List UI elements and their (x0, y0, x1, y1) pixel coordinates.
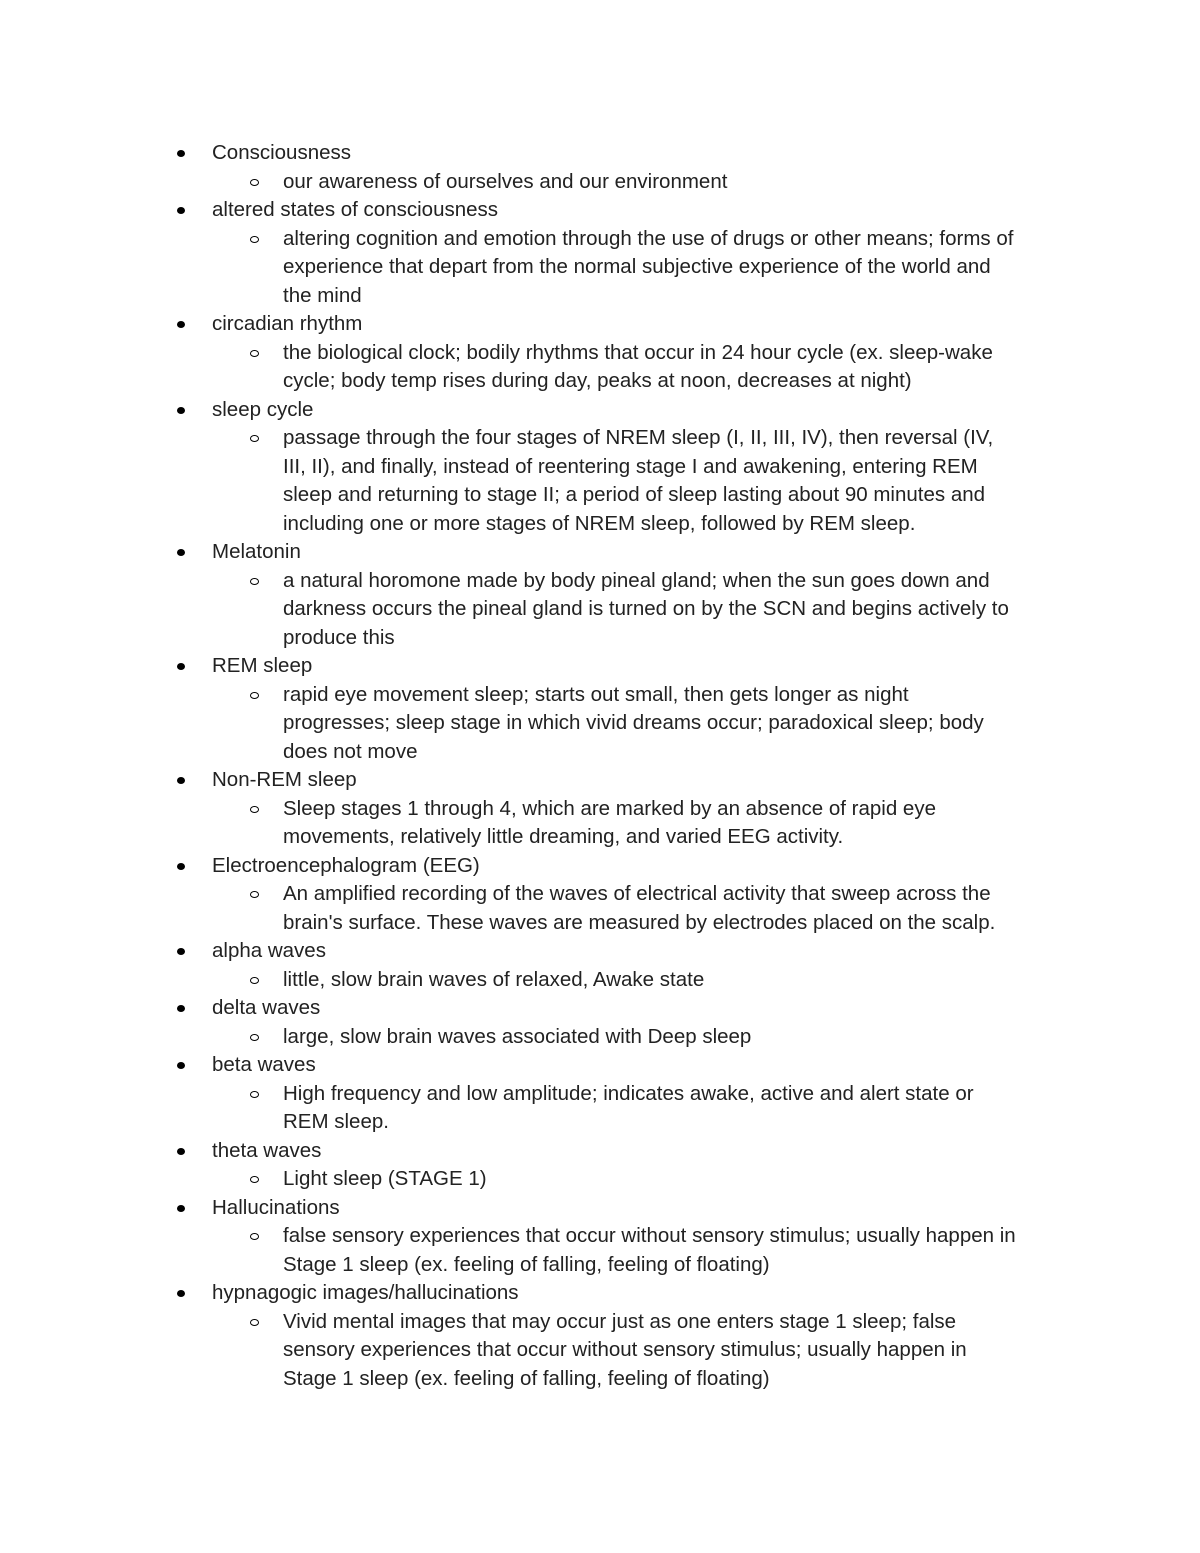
definition-list (0, 966, 1200, 995)
definition-line: our awareness of ourselves and our environment (283, 169, 728, 193)
term-row (0, 1194, 1200, 1223)
term-row (0, 139, 1200, 168)
hollow-bullet-icon (250, 179, 259, 186)
definition-line: cycle; body temp rises during day, peaks at noon, decreases at night) (283, 369, 912, 392)
term-label: altered states of consciousness (212, 198, 499, 221)
definition-line: Sleep stages 1 through 4, which are marked by an absence of rapid eye (283, 796, 936, 820)
definition-text (283, 168, 1060, 197)
term-row (0, 1051, 1200, 1080)
filled-bullet-icon (177, 1005, 185, 1012)
definition-line: REM sleep. (283, 1110, 389, 1133)
definition-list (0, 1308, 1200, 1394)
definition-text (283, 1023, 1060, 1052)
definition-list (0, 1080, 1200, 1137)
definition-text (283, 1222, 1060, 1279)
term-item (0, 396, 1200, 539)
hollow-bullet-icon (250, 435, 259, 442)
definition-item (0, 168, 1200, 197)
term-item (0, 852, 1200, 938)
definition-line: darkness occurs the pineal gland is turned on by the SCN and begins actively to (283, 597, 1009, 620)
definition-text (283, 1308, 1060, 1394)
definition-line: experience that depart from the normal subjective experience of the world and (283, 255, 991, 278)
definition-text (283, 424, 1060, 538)
definition-list (0, 339, 1200, 396)
hollow-bullet-icon (250, 1091, 259, 1098)
definition-line: sleep and returning to stage II; a period of sleep lasting about 90 minutes and (283, 483, 986, 506)
definition-item (0, 1023, 1200, 1052)
term-item (0, 538, 1200, 652)
term-row (0, 396, 1200, 425)
definition-item (0, 225, 1200, 311)
term-label: Consciousness (212, 141, 352, 164)
definition-item (0, 681, 1200, 767)
filled-bullet-icon (177, 549, 185, 556)
term-label: sleep cycle (212, 397, 314, 421)
filled-bullet-icon (177, 863, 185, 870)
filled-bullet-icon (177, 321, 185, 328)
definition-line: produce this (283, 625, 395, 649)
filled-bullet-icon (177, 407, 185, 414)
term-row (0, 994, 1200, 1023)
term-row (0, 310, 1200, 339)
definition-line: the biological clock; bodily rhythms that occur in 24 hour cycle (ex. sleep-wake (283, 340, 993, 364)
definition-text (283, 795, 1060, 852)
term-row (0, 196, 1200, 225)
hollow-bullet-icon (250, 1034, 259, 1041)
term-label: Melatonin (212, 540, 301, 563)
definition-line: little, slow brain waves of relaxed, Awake state (283, 967, 705, 991)
definition-list (0, 225, 1200, 311)
term-row (0, 937, 1200, 966)
definition-line: Vivid mental images that may occur just as one enters stage 1 sleep; false (283, 1309, 957, 1333)
definition-line: including one or more stages of NREM sleep, followed by REM sleep. (283, 511, 916, 535)
definition-line: a natural horomone made by body pineal gland; when the sun goes down and (283, 568, 990, 592)
term-label: hypnagogic images/hallucinations (212, 1281, 519, 1304)
term-item (0, 652, 1200, 766)
term-item (0, 1194, 1200, 1280)
definition-list (0, 1023, 1200, 1052)
notes-list (0, 139, 1200, 1393)
definition-list (0, 681, 1200, 767)
term-item (0, 196, 1200, 310)
term-item (0, 1137, 1200, 1194)
definition-item (0, 1308, 1200, 1394)
term-label: Hallucinations (212, 1195, 340, 1219)
hollow-bullet-icon (250, 1319, 259, 1326)
hollow-bullet-icon (250, 806, 259, 813)
filled-bullet-icon (177, 948, 185, 955)
definition-item (0, 339, 1200, 396)
definition-line: altering cognition and emotion through the use of drugs or other means; forms of (283, 226, 1014, 250)
term-row (0, 766, 1200, 795)
definition-text (283, 225, 1060, 311)
filled-bullet-icon (177, 1148, 185, 1155)
definition-list (0, 168, 1200, 197)
definition-item (0, 567, 1200, 653)
definition-line: High frequency and low amplitude; indicates awake, active and alert state or (283, 1081, 974, 1105)
definition-list (0, 1165, 1200, 1194)
term-row (0, 538, 1200, 567)
definition-item (0, 1165, 1200, 1194)
definition-line: Stage 1 sleep (ex. feeling of falling, feeling of floating) (283, 1252, 770, 1276)
definition-text (283, 681, 1060, 767)
hollow-bullet-icon (250, 350, 259, 357)
definition-line: passage through the four stages of NREM sleep (I, II, III, IV), then reversal (IV, (283, 426, 994, 449)
hollow-bullet-icon (250, 891, 259, 898)
definition-line: progresses; sleep stage in which vivid dreams occur; paradoxical sleep; body (283, 711, 984, 734)
definition-line: An amplified recording of the waves of electrical activity that sweep across the (283, 882, 991, 905)
hollow-bullet-icon (250, 977, 259, 984)
hollow-bullet-icon (250, 1176, 259, 1183)
term-row (0, 652, 1200, 681)
definition-line: the mind (283, 283, 362, 307)
definition-item (0, 424, 1200, 538)
definition-line: false sensory experiences that occur without sensory stimulus; usually happen in (283, 1224, 1016, 1247)
hollow-bullet-icon (250, 1233, 259, 1240)
term-item (0, 310, 1200, 396)
term-row (0, 1137, 1200, 1166)
definition-list (0, 1222, 1200, 1279)
term-row (0, 852, 1200, 881)
term-label: Electroencephalogram (EEG) (212, 853, 480, 877)
term-item (0, 139, 1200, 196)
definition-line: large, slow brain waves associated with Deep sleep (283, 1024, 752, 1048)
term-label: alpha waves (212, 939, 326, 962)
hollow-bullet-icon (250, 578, 259, 585)
definition-line: does not move (283, 739, 418, 763)
definition-list (0, 795, 1200, 852)
definition-item (0, 795, 1200, 852)
term-item (0, 937, 1200, 994)
definition-list (0, 880, 1200, 937)
term-row (0, 1279, 1200, 1308)
filled-bullet-icon (177, 1062, 185, 1069)
definition-item (0, 1222, 1200, 1279)
definition-text (283, 339, 1060, 396)
definition-line: Stage 1 sleep (ex. feeling of falling, feeling of floating) (283, 1366, 770, 1390)
hollow-bullet-icon (250, 692, 259, 699)
definition-item (0, 880, 1200, 937)
definition-line: movements, relatively little dreaming, and varied EEG activity. (283, 825, 844, 848)
definition-line: brain's surface. These waves are measured by electrodes placed on the scalp. (283, 910, 996, 934)
filled-bullet-icon (177, 150, 185, 157)
definition-line: III, II), and finally, instead of reentering stage I and awakening, entering REM (283, 454, 978, 478)
definition-list (0, 567, 1200, 653)
term-item (0, 1051, 1200, 1137)
definition-text (283, 880, 1060, 937)
filled-bullet-icon (177, 777, 185, 784)
definition-line: rapid eye movement sleep; starts out small, then gets longer as night (283, 682, 909, 706)
filled-bullet-icon (177, 1290, 185, 1297)
definition-text (283, 567, 1060, 653)
definition-text (283, 1080, 1060, 1137)
term-item (0, 994, 1200, 1051)
definition-line: Light sleep (STAGE 1) (283, 1167, 487, 1190)
term-label: theta waves (212, 1138, 322, 1162)
definition-text (283, 966, 1060, 995)
definition-line: sensory experiences that occur without sensory stimulus; usually happen in (283, 1338, 967, 1361)
hollow-bullet-icon (250, 236, 259, 243)
term-label: delta waves (212, 996, 321, 1019)
definition-list (0, 424, 1200, 538)
filled-bullet-icon (177, 663, 185, 670)
term-label: REM sleep (212, 654, 313, 677)
term-item (0, 1279, 1200, 1393)
term-item (0, 766, 1200, 852)
term-label: circadian rhythm (212, 312, 363, 335)
filled-bullet-icon (177, 1205, 185, 1212)
filled-bullet-icon (177, 207, 185, 214)
definition-item (0, 966, 1200, 995)
definition-item (0, 1080, 1200, 1137)
term-label: Non-REM sleep (212, 768, 357, 791)
term-label: beta waves (212, 1053, 316, 1076)
definition-text (283, 1165, 1060, 1194)
